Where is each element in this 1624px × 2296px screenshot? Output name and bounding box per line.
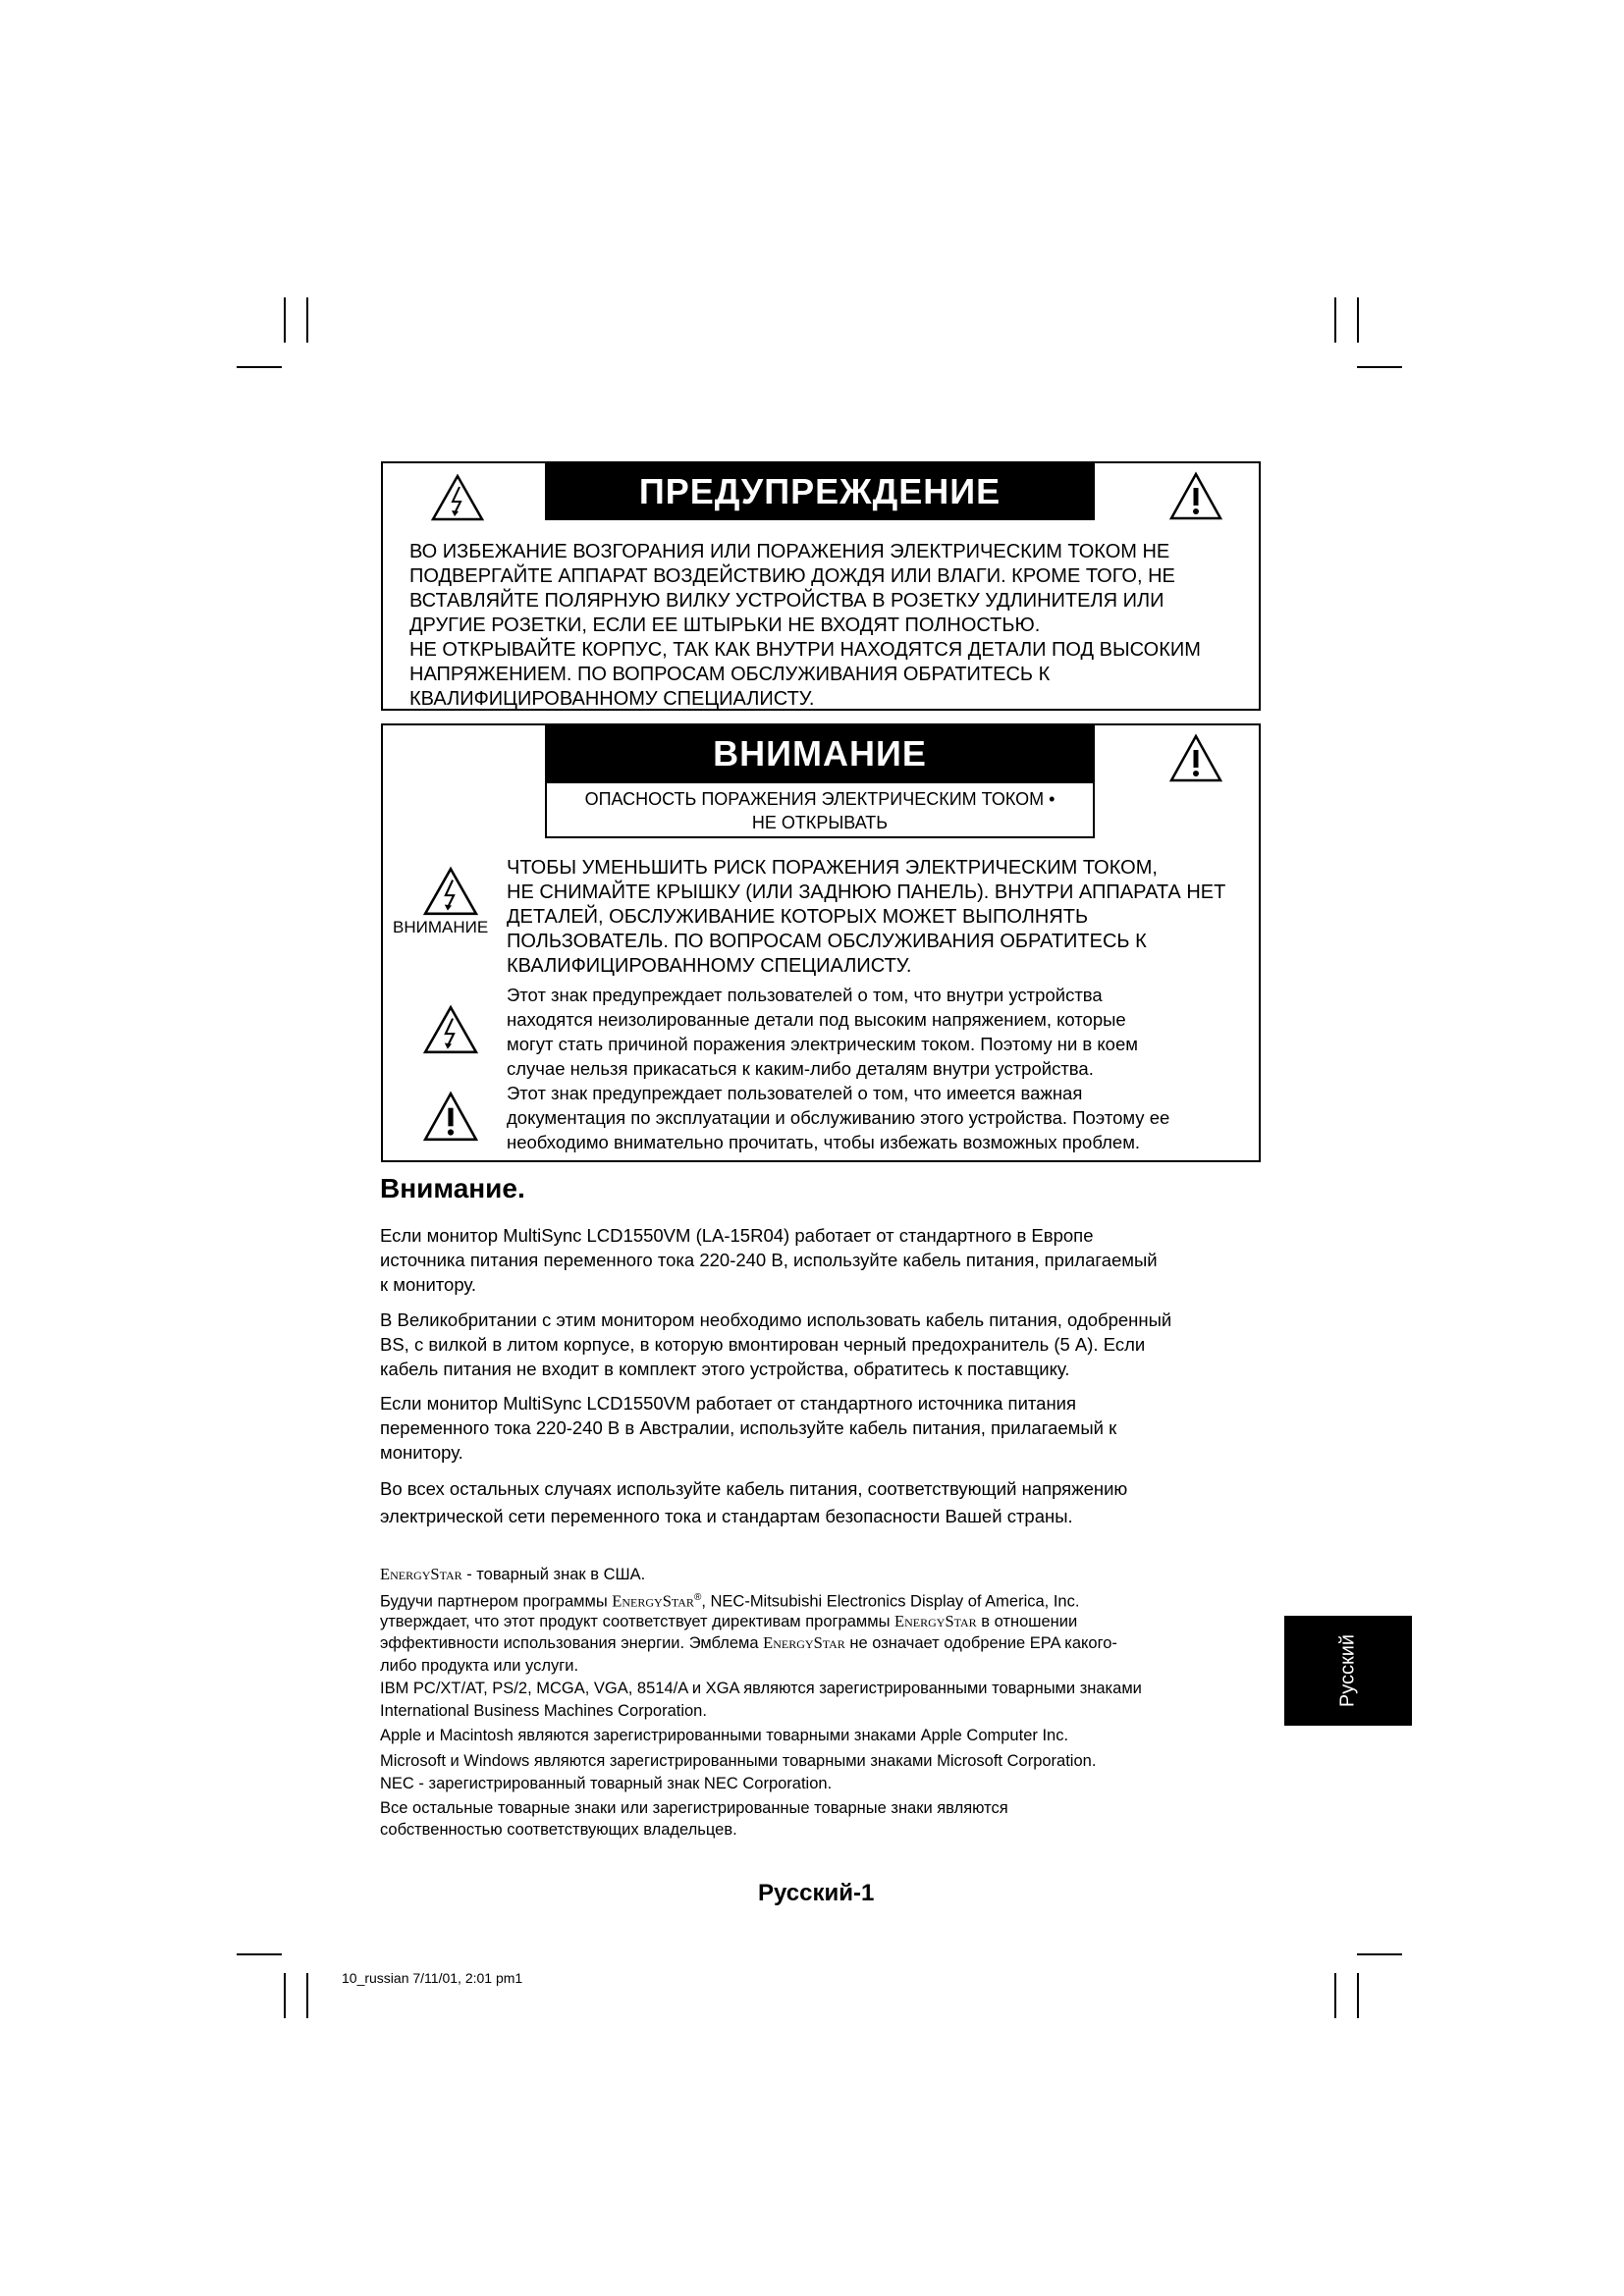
attention-heading: Внимание. bbox=[380, 1173, 525, 1203]
side-tab-label: Русский bbox=[1336, 1633, 1359, 1708]
text-line: ДЕТАЛЕЙ, ОБСЛУЖИВАНИЕ КОТОРЫХ МОЖЕТ ВЫПОЛНЯТЬ bbox=[507, 906, 1089, 928]
text-line: ВО ИЗБЕЖАНИЕ ВОЗГОРАНИЯ ИЛИ ПОРАЖЕНИЯ ЭЛЕКТРИЧЕСКИМ ТОКОМ НЕ bbox=[409, 541, 1170, 562]
electric-shock-icon bbox=[430, 473, 485, 522]
danger-line: НЕ ОТКРЫВАТЬ bbox=[751, 813, 889, 832]
text-line: ЧТОБЫ УМЕНЬШИТЬ РИСК ПОРАЖЕНИЯ ЭЛЕКТРИЧЕСКИМ ТОКОМ, bbox=[507, 857, 1158, 879]
text-line: ПОДВЕРГАЙТЕ АППАРАТ ВОЗДЕЙСТВИЮ ДОЖДЯ ИЛИ ВЛАГИ. КРОМЕ ТОГО, НЕ bbox=[409, 565, 1175, 587]
text-line: случае нельзя прикасаться к каким-либо деталям внутри устройства. bbox=[507, 1058, 1094, 1079]
text-line: необходимо внимательно прочитать, чтобы избежать возможных проблем. bbox=[507, 1132, 1141, 1152]
text-line: ДРУГИЕ РОЗЕТКИ, ЕСЛИ ЕЕ ШТЫРЬКИ НЕ ВХОДЯТ ПОЛНОСТЬЮ. bbox=[409, 614, 1041, 636]
page-number: Русский-1 bbox=[758, 1880, 875, 1906]
text-line: КВАЛИФИЦИРОВАННОМУ СПЕЦИАЛИСТУ. bbox=[409, 688, 815, 710]
text-line: Будучи партнером программы EnergyStar®, NEC-Mitsubishi Electronics Display of America, Inc. bbox=[380, 1591, 1080, 1611]
text-line: ВСТАВЛЯЙТЕ ПОЛЯРНУЮ ВИЛКУ УСТРОЙСТВА В РОЗЕТКУ УДЛИНИТЕЛЯ ИЛИ bbox=[409, 590, 1164, 612]
text-line: НЕ СНИМАЙТЕ КРЫШКУ (ИЛИ ЗАДНЮЮ ПАНЕЛЬ). ВНУТРИ АППАРАТА НЕТ bbox=[507, 881, 1226, 903]
text-line: IBM PC/XT/AT, PS/2, MCGA, VGA, 8514/A и XGA являются зарегистрированными товарными знаками bbox=[380, 1680, 1142, 1697]
energystar-mark: EnergyStar bbox=[763, 1633, 845, 1652]
energystar-mark: EnergyStar bbox=[612, 1591, 694, 1611]
file-info: 10_russian 7/11/01, 2:01 pm1 bbox=[342, 1970, 523, 1986]
caution-icon-label: ВНИМАНИЕ bbox=[393, 918, 489, 936]
text-line: документация по эксплуатации и обслуживанию этого устройства. Поэтому ее bbox=[507, 1107, 1170, 1128]
documentation-symbol-row bbox=[383, 1081, 1259, 1159]
danger-line: ОПАСНОСТЬ ПОРАЖЕНИЯ ЭЛЕКТРИЧЕСКИМ ТОКОМ • bbox=[584, 789, 1056, 809]
caution-title: ВНИМАНИЕ bbox=[545, 725, 1095, 782]
text-line: В Великобритании с этим монитором необходимо использовать кабель питания, одобренный bbox=[380, 1309, 1172, 1330]
text-line: Все остальные товарные знаки или зарегистрированные товарные знаки являются bbox=[380, 1799, 1008, 1817]
voltage-symbol-text bbox=[507, 983, 1253, 1081]
language-side-tab bbox=[1284, 1616, 1412, 1726]
text-line: ПОЛЬЗОВАТЕЛЬ. ПО ВОПРОСАМ ОБСЛУЖИВАНИЯ ОБРАТИТЕСЬ К bbox=[507, 931, 1147, 952]
energystar-mark: EnergyStar bbox=[380, 1565, 462, 1583]
text-line: НЕ ОТКРЫВАЙТЕ КОРПУС, ТАК КАК ВНУТРИ НАХОДЯТСЯ ДЕТАЛИ ПОД ВЫСОКИМ bbox=[409, 639, 1201, 661]
text-line: Во всех остальных случаях используйте кабель питания, соответствующий напряжению bbox=[380, 1478, 1128, 1499]
text-line: Этот знак предупреждает пользователей о том, что имеется важная bbox=[507, 1083, 1083, 1103]
warning-box bbox=[381, 461, 1261, 711]
text-line: Microsoft и Windows являются зарегистрированными товарными знаками Microsoft Corporation. bbox=[380, 1752, 1097, 1770]
text-line: утверждает, что этот продукт соответствует директивам программы EnergyStar в отношении bbox=[380, 1612, 1078, 1630]
attention-paragraph bbox=[380, 1475, 1264, 1530]
electric-shock-icon bbox=[422, 866, 479, 917]
energystar-mark: EnergyStar bbox=[894, 1612, 977, 1630]
documentation-symbol-text bbox=[507, 1081, 1253, 1154]
text-line: либо продукта или услуги. bbox=[380, 1657, 579, 1675]
text-line: NEC - зарегистрированный товарный знак NEC Corporation. bbox=[380, 1775, 833, 1792]
text-line: BS, с вилкой в литом корпусе, в которую вмонтирован черный предохранитель (5 А). Если bbox=[380, 1334, 1146, 1355]
text-line: кабель питания не входит в комплект этого устройства, обратитесь к поставщику. bbox=[380, 1359, 1070, 1379]
attention-paragraph bbox=[380, 1391, 1264, 1465]
exclamation-icon bbox=[422, 1091, 479, 1144]
text-line: Apple и Macintosh являются зарегистрированными товарными знаками Apple Computer Inc. bbox=[380, 1727, 1069, 1744]
exclamation-icon bbox=[1168, 471, 1223, 522]
text-line: собственностью соответствующих владельцев. bbox=[380, 1821, 737, 1839]
text-line: электрической сети переменного тока и стандартам безопасности Вашей страны. bbox=[380, 1506, 1073, 1526]
voltage-symbol-row bbox=[383, 983, 1259, 1081]
text-line: источника питания переменного тока 220-240 В, используйте кабель питания, прилагаемый bbox=[380, 1250, 1158, 1270]
text-line: НАПРЯЖЕНИЕМ. ПО ВОПРОСАМ ОБСЛУЖИВАНИЯ ОБРАТИТЕСЬ К bbox=[409, 664, 1051, 685]
warning-text bbox=[409, 540, 1234, 712]
caution-instruction-text bbox=[507, 856, 1253, 979]
text-line: КВАЛИФИЦИРОВАННОМУ СПЕЦИАЛИСТУ. bbox=[507, 955, 912, 977]
text-line: переменного тока 220-240 В в Австралии, используйте кабель питания, прилагаемый к bbox=[380, 1417, 1117, 1438]
caution-instruction-row bbox=[383, 856, 1259, 984]
text-line: Этот знак предупреждает пользователей о том, что внутри устройства bbox=[507, 985, 1103, 1005]
text-line: Если монитор MultiSync LCD1550VM (LA-15R04) работает от стандартного в Европе bbox=[380, 1225, 1094, 1246]
warning-title: ПРЕДУПРЕЖДЕНИЕ bbox=[545, 463, 1095, 520]
text-line: находятся неизолированные детали под высоким напряжением, которые bbox=[507, 1009, 1126, 1030]
text-line: Если монитор MultiSync LCD1550VM работает от стандартного источника питания bbox=[380, 1393, 1077, 1414]
text-line: эффективности использования энергии. Эмблема EnergyStar не означает одобрение EPA какого- bbox=[380, 1633, 1117, 1652]
text-line: могут стать причиной поражения электрическим током. Поэтому ни в коем bbox=[507, 1034, 1138, 1054]
text-line: монитору. bbox=[380, 1442, 463, 1463]
text-line: EnergyStar - товарный знак в США. bbox=[380, 1565, 646, 1583]
attention-paragraph bbox=[380, 1223, 1264, 1297]
attention-paragraph bbox=[380, 1308, 1264, 1381]
electric-shock-icon bbox=[422, 1004, 479, 1055]
exclamation-icon bbox=[1168, 733, 1223, 784]
danger-label bbox=[545, 781, 1095, 838]
text-line: к монитору. bbox=[380, 1274, 476, 1295]
caution-box bbox=[381, 723, 1261, 1162]
text-line: International Business Machines Corporation. bbox=[380, 1702, 707, 1720]
